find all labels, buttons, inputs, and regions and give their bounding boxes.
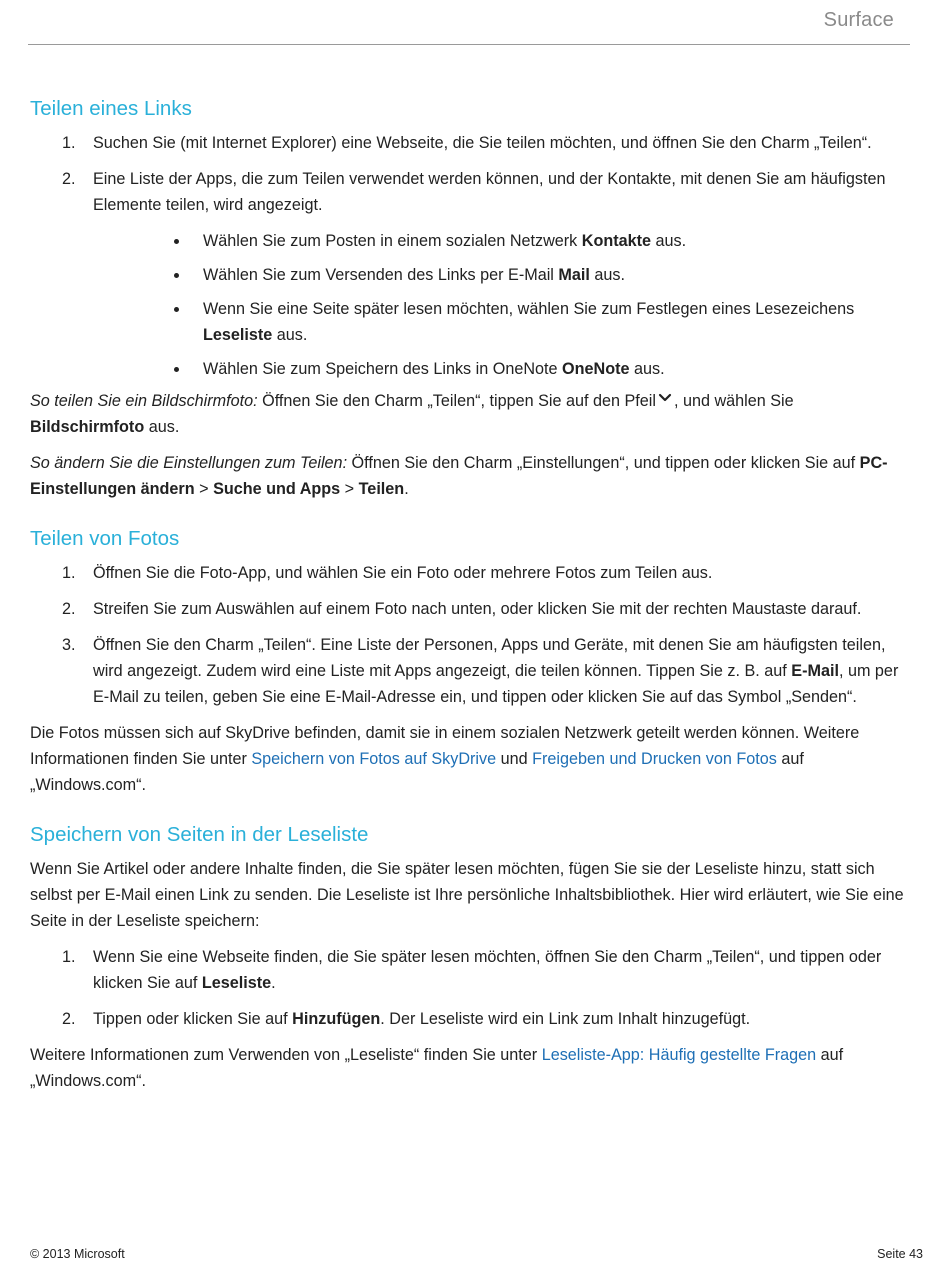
list-item-text: Öffnen Sie die Foto-App, und wählen Sie ein Foto oder mehrere Fotos zum Teilen aus. <box>93 564 713 582</box>
share-settings-paragraph <box>30 450 912 502</box>
list-item-text: Tippen oder klicken Sie auf <box>93 1010 293 1028</box>
list-item-text-end: . Der Leseliste wird ein Link zum Inhalt hinzugefügt. <box>380 1010 751 1028</box>
bullet-dot <box>174 307 179 312</box>
link-save-photos-skydrive[interactable]: Speichern von Fotos auf SkyDrive <box>251 750 497 768</box>
list-item-text-end: . <box>271 974 276 992</box>
bullet-item <box>93 356 912 382</box>
chevron-down-icon <box>658 392 672 404</box>
section-title-share-photos: Teilen von Fotos <box>30 527 180 550</box>
bullet-bold: Kontakte <box>581 232 652 250</box>
path-separator: > <box>340 480 359 498</box>
list-number: 1. <box>62 564 76 582</box>
list-item-bold: Hinzufügen <box>292 1010 381 1028</box>
bullet-dot <box>174 239 179 244</box>
share-photos-steps <box>30 560 912 710</box>
list-number: 2. <box>62 600 76 618</box>
list-item <box>30 596 912 622</box>
list-number: 2. <box>62 170 76 188</box>
bullet-bold: OneNote <box>562 360 630 378</box>
bullet-bold: Mail <box>558 266 590 284</box>
paragraph-text-mid: und <box>496 750 533 768</box>
italic-lead: So ändern Sie die Einstellungen zum Teilen: <box>30 454 348 472</box>
paragraph-text-end: auf „Windows.com“. <box>30 750 804 794</box>
paragraph-text: Öffnen Sie den Charm „Teilen“, tippen Sie auf den Pfeil <box>257 392 656 410</box>
list-item-text: Streifen Sie zum Auswählen auf einem Foto nach unten, oder klicken Sie mit der rechten Maustaste darauf. <box>93 600 862 618</box>
link-share-print-photos[interactable]: Freigeben und Drucken von Fotos <box>532 750 777 768</box>
bullet-text: Wählen Sie zum Speichern des Links in OneNote <box>203 360 563 378</box>
reading-list-intro: Wenn Sie Artikel oder andere Inhalte finden, die Sie später lesen möchten, fügen Sie sie der Leseliste hinzu, statt sich selbst per E-Mail einen Link zu senden. Die Leseliste ist Ihre persönliche Inhaltsbibliothek. Hier wird erläutert, wie Sie eine Seite in der Leseliste speichern: <box>30 860 904 930</box>
share-target-bullets <box>93 228 912 382</box>
share-link-steps <box>30 130 912 382</box>
bullet-text-end: aus. <box>651 232 687 250</box>
footer-copyright: © 2013 Microsoft <box>30 1247 125 1261</box>
bullet-item <box>93 228 912 254</box>
bullet-text-end: aus. <box>629 360 665 378</box>
list-number: 1. <box>62 948 76 966</box>
bullet-bold: Leseliste <box>203 326 273 344</box>
paragraph-bold: Teilen <box>358 480 405 498</box>
list-item-text-end: , um per E-Mail zu teilen, geben Sie eine E-Mail-Adresse ein, und tippen oder klicken Sie auf das Symbol „Senden“. <box>93 662 899 706</box>
list-item <box>30 632 912 710</box>
header-rule <box>28 44 910 45</box>
paragraph-text-end: . <box>404 480 409 498</box>
bullet-item <box>93 262 912 288</box>
list-item <box>30 130 912 156</box>
list-item <box>30 944 912 996</box>
paragraph-bold: PC-Einstellungen ändern <box>30 454 888 498</box>
list-number: 1. <box>62 134 76 152</box>
paragraph-text-end: auf „Windows.com“. <box>30 1046 844 1090</box>
paragraph-text: Weitere Informationen zum Verwenden von „Leseliste“ finden Sie unter <box>30 1046 542 1064</box>
list-item-text: Wenn Sie eine Webseite finden, die Sie später lesen möchten, öffnen Sie den Charm „Teilen“, und tippen oder klicken Sie auf <box>93 948 882 992</box>
list-item <box>30 1006 912 1032</box>
list-item <box>30 560 912 586</box>
bullet-dot <box>174 367 179 372</box>
bullet-item <box>93 296 912 348</box>
list-item-text: Eine Liste der Apps, die zum Teilen verwendet werden können, und der Kontakte, mit denen Sie am häufigsten Elemente teilen, wird angezeigt. <box>93 170 886 214</box>
paragraph-text-mid: , und wählen Sie <box>673 392 794 410</box>
brand-logo-text: Surface <box>823 9 894 31</box>
paragraph-bold: Bildschirmfoto <box>30 418 145 436</box>
section-title-reading-list: Speichern von Seiten in der Leseliste <box>30 823 369 846</box>
footer-page-number: Seite 43 <box>877 1247 923 1261</box>
list-item-bold: Leseliste <box>201 974 272 992</box>
screenshot-share-paragraph <box>30 388 912 440</box>
paragraph-text: Öffnen Sie den Charm „Einstellungen“, und tippen oder klicken Sie auf <box>347 454 860 472</box>
italic-lead: So teilen Sie ein Bildschirmfoto: <box>30 392 258 410</box>
list-item-bold: E-Mail <box>791 662 839 680</box>
list-item-text: Öffnen Sie den Charm „Teilen“. Eine Liste der Personen, Apps und Geräte, mit denen Sie am häufigsten teilen, wird angezeigt. Zudem wird eine Liste mit Apps angezeigt, die teilen können. Tippen Sie z. B. auf <box>93 636 886 680</box>
list-item <box>30 166 912 382</box>
skydrive-paragraph <box>30 720 912 798</box>
bullet-text-end: aus. <box>589 266 625 284</box>
link-reading-list-faq[interactable]: Leseliste-App: Häufig gestellte Fragen <box>541 1046 817 1064</box>
bullet-text: Wählen Sie zum Posten in einem sozialen Netzwerk <box>203 232 582 250</box>
page-content <box>30 94 912 1104</box>
list-number: 3. <box>62 636 76 654</box>
paragraph-text: Die Fotos müssen sich auf SkyDrive befinden, damit sie in einem sozialen Netzwerk geteilt werden können. Weitere Informationen finden Sie unter <box>30 724 860 768</box>
path-separator: > <box>194 480 214 498</box>
bullet-text: Wählen Sie zum Versenden des Links per E-Mail <box>203 266 559 284</box>
bullet-dot <box>174 273 179 278</box>
paragraph-text-end: aus. <box>144 418 180 436</box>
paragraph-bold: Suche und Apps <box>213 480 341 498</box>
list-number: 2. <box>62 1010 76 1028</box>
reading-list-steps <box>30 944 912 1032</box>
bullet-text: Wenn Sie eine Seite später lesen möchten, wählen Sie zum Festlegen eines Lesezeichens <box>203 300 855 318</box>
bullet-text-end: aus. <box>272 326 308 344</box>
reading-list-more-info <box>30 1042 912 1094</box>
list-item-text: Suchen Sie (mit Internet Explorer) eine Webseite, die Sie teilen möchten, und öffnen Sie den Charm „Teilen“. <box>93 134 872 152</box>
section-title-share-link: Teilen eines Links <box>30 97 192 120</box>
